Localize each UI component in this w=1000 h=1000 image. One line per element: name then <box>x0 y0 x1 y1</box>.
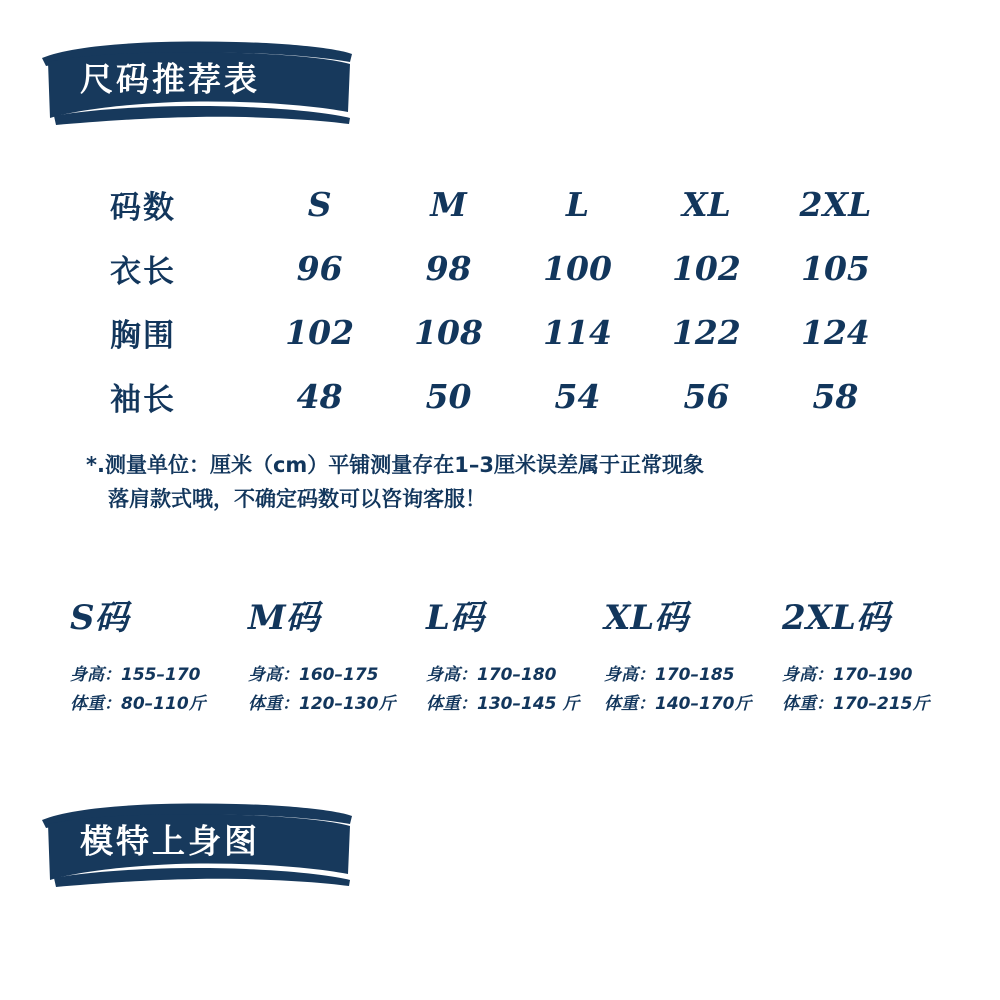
cell-length-s: 96 <box>296 248 343 288</box>
height-value: 160–175 <box>299 665 379 685</box>
cell-sleeve-2xl: 58 <box>812 376 859 416</box>
weight-label: 体重： <box>604 694 655 714</box>
size-card-weight <box>248 690 426 719</box>
weight-label: 体重： <box>426 694 477 714</box>
cell-sleeve-s: 48 <box>296 376 343 416</box>
weight-value: 120–130斤 <box>299 694 396 714</box>
size-card-height <box>248 661 426 690</box>
size-card-weight <box>426 690 604 719</box>
table-row <box>100 172 900 236</box>
size-card-m <box>248 590 426 719</box>
height-value: 155–170 <box>121 665 201 685</box>
height-value: 170–180 <box>477 665 557 685</box>
cell-sleeve-m: 50 <box>425 376 472 416</box>
weight-label: 体重： <box>248 694 299 714</box>
table-row <box>100 236 900 300</box>
size-card-xl <box>604 590 782 719</box>
size-chart-banner-label: 尺码推荐表 <box>80 59 260 99</box>
weight-value: 130–145 斤 <box>477 694 580 714</box>
weight-value: 170–215斤 <box>833 694 930 714</box>
size-card-title: S码 <box>70 598 129 638</box>
size-card-l <box>426 590 604 719</box>
height-value: 170–190 <box>833 665 913 685</box>
size-card-s <box>70 590 248 719</box>
size-card-weight <box>70 690 248 719</box>
table-header-2xl: 2XL <box>799 184 872 224</box>
height-value: 170–185 <box>655 665 735 685</box>
table-header-label: 码数 <box>110 189 176 226</box>
table-row <box>100 364 900 428</box>
size-recommendation-cards <box>70 590 960 719</box>
size-card-weight <box>782 690 960 719</box>
table-header-s: S <box>307 184 332 224</box>
weight-value: 80–110斤 <box>121 694 206 714</box>
size-card-height <box>70 661 248 690</box>
cell-bust-2xl: 124 <box>801 312 870 352</box>
weight-label: 体重： <box>782 694 833 714</box>
height-label: 身高： <box>782 665 833 685</box>
cell-sleeve-l: 54 <box>554 376 601 416</box>
table-header-l: L <box>565 184 590 224</box>
size-card-2xl <box>782 590 960 719</box>
note-line-1: *.测量单位：厘米（cm）平铺测量存在1–3厘米误差属于正常现象 <box>86 453 705 477</box>
size-card-title: XL码 <box>604 598 689 638</box>
cell-length-xl: 102 <box>671 248 741 288</box>
model-photos-banner <box>36 790 356 888</box>
weight-value: 140–170斤 <box>655 694 752 714</box>
cell-bust-m: 108 <box>414 312 483 352</box>
height-label: 身高： <box>70 665 121 685</box>
measurement-notes <box>86 448 926 516</box>
cell-bust-l: 114 <box>543 312 612 352</box>
cell-length-m: 98 <box>425 248 472 288</box>
height-label: 身高： <box>426 665 477 685</box>
cell-bust-s: 102 <box>285 312 355 352</box>
note-line-2: 落肩款式哦，不确定码数可以咨询客服！ <box>108 487 486 511</box>
size-card-height <box>604 661 782 690</box>
weight-label: 体重： <box>70 694 121 714</box>
height-label: 身高： <box>604 665 655 685</box>
size-card-title: 2XL码 <box>782 598 890 638</box>
size-measurement-table <box>100 172 900 428</box>
size-card-title: M码 <box>248 598 320 638</box>
table-header-xl: XL <box>682 184 731 224</box>
size-card-height <box>782 661 960 690</box>
cell-length-2xl: 105 <box>801 248 870 288</box>
table-row <box>100 300 900 364</box>
row-label-bust: 胸围 <box>110 317 176 354</box>
cell-sleeve-xl: 56 <box>683 376 730 416</box>
size-card-height <box>426 661 604 690</box>
row-label-length: 衣长 <box>110 253 176 290</box>
cell-length-l: 100 <box>543 248 612 288</box>
cell-bust-xl: 122 <box>671 312 741 352</box>
model-photos-banner-label: 模特上身图 <box>80 821 260 861</box>
height-label: 身高： <box>248 665 299 685</box>
size-card-title: L码 <box>426 598 484 638</box>
row-label-sleeve: 袖长 <box>110 381 176 418</box>
size-card-weight <box>604 690 782 719</box>
size-chart-banner <box>36 28 356 126</box>
table-header-m: M <box>430 184 467 224</box>
